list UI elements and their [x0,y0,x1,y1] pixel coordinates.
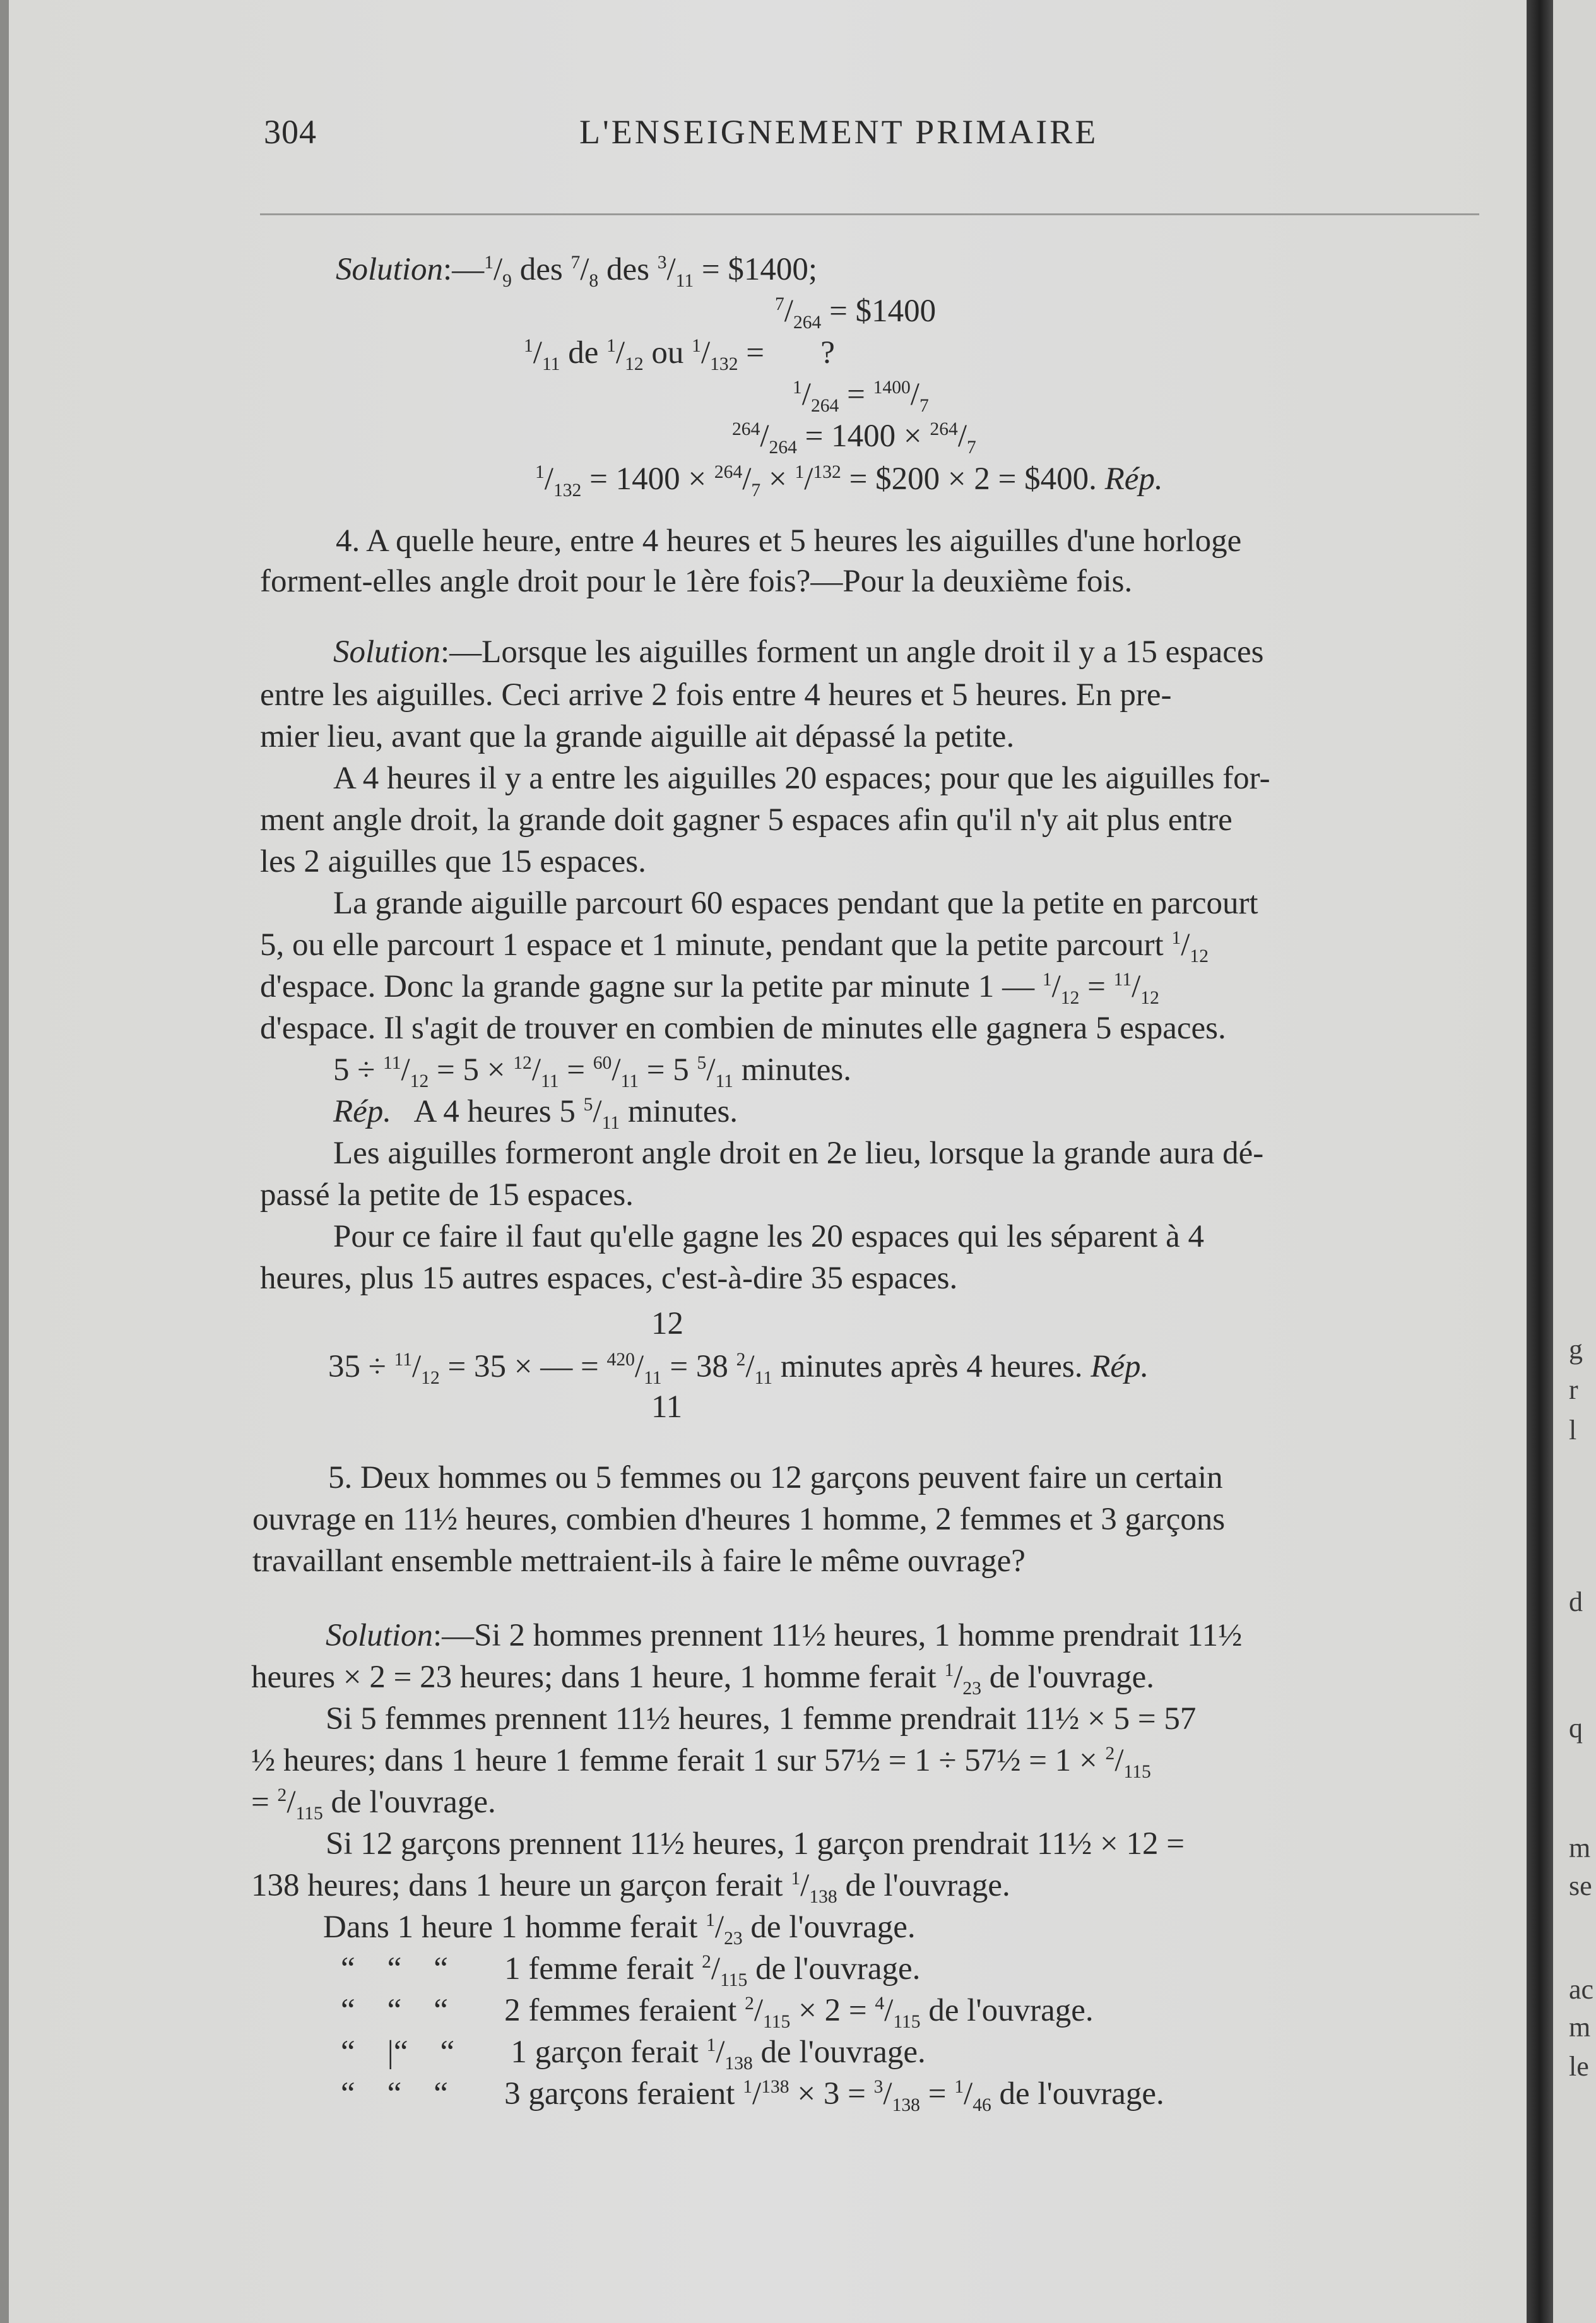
text-line: “ “ “ 2 femmes feraient $^2/_{115} \times 2 = ^4/_{115}$ de l'ouvrage. [341,1993,1094,2033]
text-line: “ “ “ 3 garçons feraient $^1/^{138} \times 3 = ^3/_{138} = ^1/_{46}$ de l'ouvrage. [341,2076,1164,2116]
text-line: ouvrage en 11½ heures, combien d'heures 1 homme, 2 femmes et 3 garçons [252,1502,1226,1537]
facing-page-fragment: m [1569,2012,1591,2043]
text-line: La grande aiguille parcourt 60 espaces pendant que la petite en parcourt [333,886,1258,921]
text-line: Rép. A 4 heures 5 $^5/_{11}$ minutes. [333,1094,738,1134]
facing-page-fragment: q [1569,1713,1583,1744]
text-line: Solution:—Si 2 hommes prennent 11½ heures, 1 homme prendrait 11½ [326,1618,1243,1653]
facing-page-fragment: ac [1569,1974,1594,2005]
header-rule [260,213,1479,215]
text-line: Solution:—Lorsque les aiguilles forment un angle droit il y a 15 espaces [333,634,1264,670]
text-line: Si 12 garçons prennent 11½ heures, 1 garçon prendrait 11½ × 12 = [326,1826,1185,1862]
left-page-edge [0,0,9,2323]
facing-page-fragment: le [1569,2051,1589,2082]
text-line: $^1/_{264} = ^{1400}/_7$ [793,377,929,417]
text-line: passé la petite de 15 espaces. [260,1177,634,1213]
text-line: heures × 2 = 23 heures; dans 1 heure, 1 homme ferait $^1/_{23}$ de l'ouvrage. [251,1660,1155,1699]
text-line: heures, plus 15 autres espaces, c'est-à-dire 35 espaces. [260,1261,958,1296]
text-line: 4. A quelle heure, entre 4 heures et 5 heures les aiguilles d'une horloge [336,523,1242,559]
text-line: “ “ “ 1 femme ferait $^2/_{115}$ de l'ouvrage. [341,1951,921,1991]
text-line: travaillant ensemble mettraient-ils à faire le même ouvrage? [252,1543,1026,1579]
text-line: 5, ou elle parcourt 1 espace et 1 minute, pendant que la petite parcourt $^1/_{12}$ [260,927,1209,967]
text-line: les 2 aiguilles que 15 espaces. [260,844,646,879]
text-line: $35 \div ^{11}/_{12} = 35$ × — = $^{420}/_{11} = 38$ $^2/_{11}$ minutes après 4 heures. Rép. [328,1349,1149,1389]
facing-page-fragment: g [1569,1334,1583,1365]
text-line: mier lieu, avant que la grande aiguille ait dépassé la petite. [260,719,1015,754]
text-line: Dans 1 heure 1 homme ferait $^1/_{23}$ de l'ouvrage. [323,1910,916,1949]
text-line: $Solution:—^1/_9$ des $^7/_8$ des $^3/_{11}$ = $1400; [336,252,818,292]
text-line: forment-elles angle droit pour le 1ère fois?—Pour la deuxième fois. [260,564,1133,599]
text-line: 5. Deux hommes ou 5 femmes ou 12 garçons peuvent faire un certain [328,1460,1223,1495]
text-line: “ |“ “ 1 garçon ferait $^1/_{138}$ de l'ouvrage. [341,2035,926,2074]
text-line: $5 \div ^{11}/_{12} = 5 \times ^{12}/_{11} = ^{60}/_{11} = 5$ $^5/_{11}$ minutes. [333,1052,851,1092]
page-header [0,112,1596,157]
text-line: = $^2/_{115}$ de l'ouvrage. [251,1785,496,1824]
text-line: ment angle droit, la grande doit gagner 5 espaces afin qu'il n'y ait plus entre [260,802,1232,838]
facing-page-fragment: r [1569,1374,1578,1405]
text-line: 138 heures; dans 1 heure un garçon ferait $^1/_{138}$ de l'ouvrage. [251,1868,1010,1908]
facing-page-fragment: m [1569,1833,1591,1863]
text-line: $^1/_{132} = 1400 \times ^{264}/_7 \times ^1/^{132}$ = $200 × 2 = $400. Rép. [535,461,1163,501]
text-line: 12 [651,1306,683,1341]
page-number: 304 [264,113,317,151]
facing-page-fragment: se [1569,1870,1592,1901]
text-line: ½ heures; dans 1 heure 1 femme ferait 1 sur 57½ = 1 ÷ 57½ = $1 \times ^2/_{115}$ [251,1743,1151,1783]
text-line: Les aiguilles formeront angle droit en 2e lieu, lorsque la grande aura dé- [333,1136,1264,1171]
running-title: L'ENSEIGNEMENT PRIMAIRE [579,113,1099,151]
text-line: d'espace. Donc la grande gagne sur la petite par minute 1 — $^1/_{12} = ^{11}/_{12}$ [260,969,1159,1009]
text-line: d'espace. Il s'agit de trouver en combien de minutes elle gagnera 5 espaces. [260,1011,1226,1046]
text-line: entre les aiguilles. Ceci arrive 2 fois entre 4 heures et 5 heures. En pre- [260,677,1172,713]
text-line: $^7/_{264}$ = $1400 [775,294,937,333]
text-line: Si 5 femmes prennent 11½ heures, 1 femme prendrait 11½ × 5 = 57 [326,1701,1197,1737]
text-line: Pour ce faire il faut qu'elle gagne les 20 espaces qui les séparent à 4 [333,1219,1204,1254]
text-line: $^{264}/_{264} = 1400 \times ^{264}/_7$ [732,419,976,458]
text-line: $^1/_{11}$ de $^1/_{12}$ ou $^1/_{132}$ = ? [524,335,835,375]
text-line: 11 [651,1389,683,1425]
text-line: A 4 heures il y a entre les aiguilles 20 espaces; pour que les aiguilles for- [333,761,1270,796]
book-gutter [1527,0,1553,2323]
facing-page-fragment: d [1569,1586,1583,1617]
facing-page-fragment: l [1569,1415,1577,1446]
